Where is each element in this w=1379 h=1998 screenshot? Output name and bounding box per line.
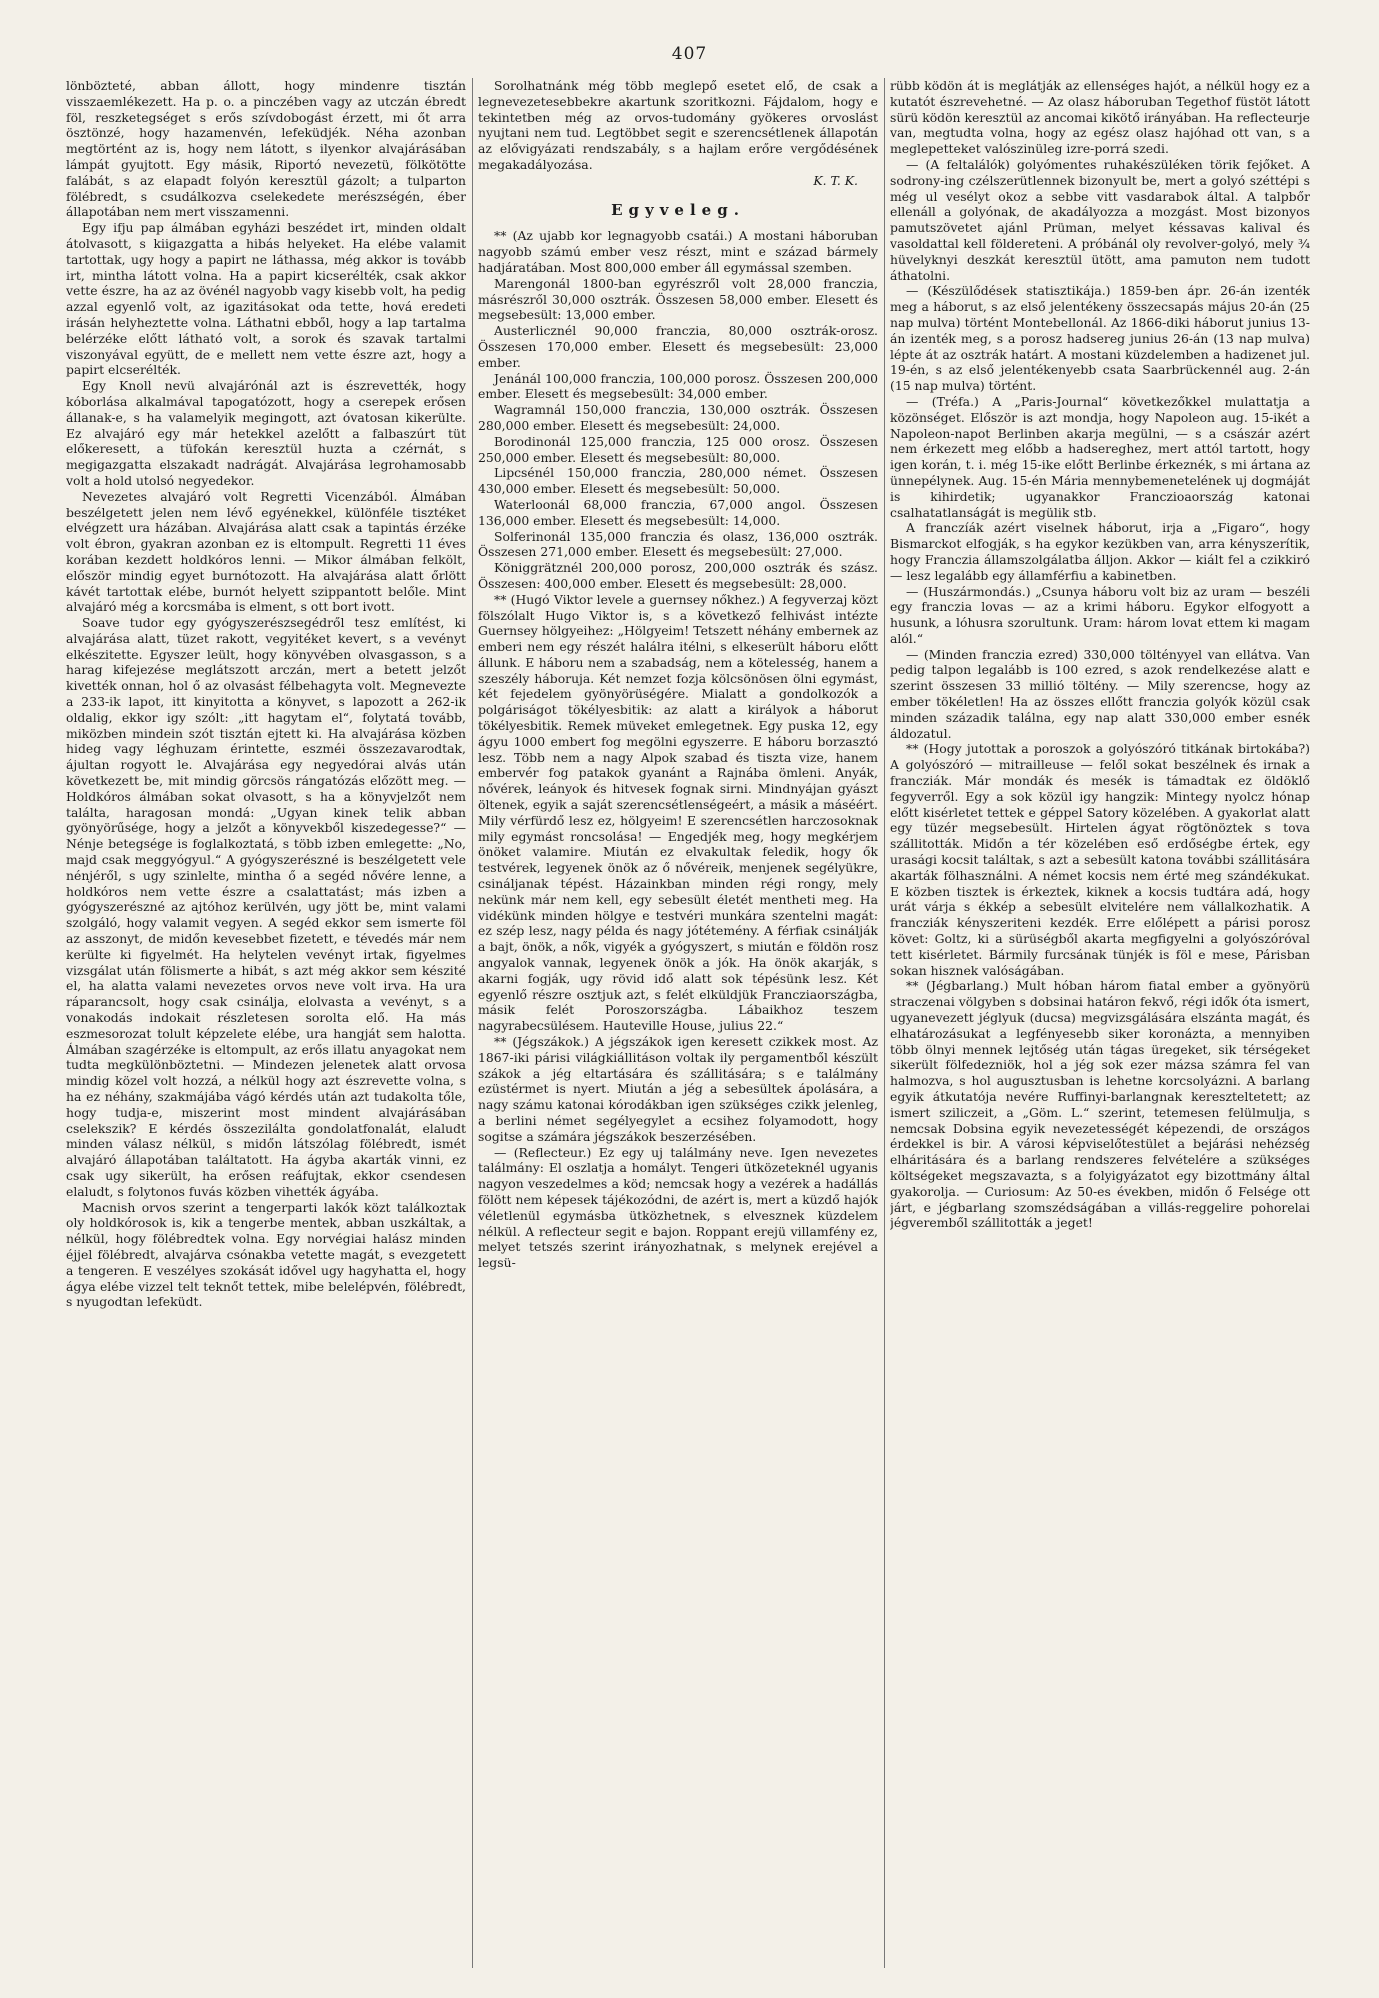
section-heading: Egyveleg. bbox=[611, 200, 745, 219]
article-paragraph: Austerlicznél 90,000 franczia, 80,000 osztrák-orosz. Összesen 170,000 ember. Elesett és megsebesült: 23,000 ember. bbox=[478, 323, 878, 370]
article-paragraph: — (A feltalálók) golyómentes ruhakészüléken törik fejőket. A sodrony-ing czélszerütlennek bizonyult be, mert a golyó széttépi s még ul vesélyt okoz a sebbe vitt vasdarabok által. A talpbőr ellenáll a golyónak, de akadályozza a mozgást. Most bizonyos pamutszövetet ajánl Prüman, melyet késsavas kalival és vasoldattal kell földereteni. A próbánál oly revolver-golyó, mely ¾ hüvelyknyi deszkát keresztül ütött, ama pamuton nem tudott áthatolni. bbox=[890, 156, 1310, 283]
article-paragraph: ** (Hugó Viktor levele a guernsey nőkhez.) A fegyverzaj közt fölszólalt Hugo Viktor is, s a következő felhivást intézte Guernsey hölgyeihez: „Hölgyeim! Tetszett néhány embernek az emberi nem egy részét halálra itélni, s elkeserült háboru előtt állunk. E háboru nem a szabadság, nem a kötelesség, hanem a szeszély háboruja. Két nemzet fozja kölcsönösen ölni egymást, két fejedelem gyönyörüségére. Mialatt a gondolkozók a polgáriságot tökélyesbitik: az alatt a királyok a háborut tökélyesbitik. Remek müveket emlegetnek. Egy puska 12, egy ágyu 1000 embert fog megölni egyszerre. E háboru borzasztó lesz. Több nem a nagy Alpok szabad és tiszta vize, hanem embervér fog patakok gyanánt a Rajnába ömleni. Anyák, nővérek, leányok és hitvesek fognak sirni. Mindnyájan gyászt öltenek, egyik a saját szerencsétlenségeért, a másik a máséért. Mily vérfürdő lesz ez, hölgyeim! E szerencsétlen harczosoknak mily egymást roncsolása! — Engedjék meg, hogy megkérjem önöket valamire. Miután ez elvakultak feledik, hogy ők testvérek, legyenek önök az ő nővéreik, menjenek segélyükre, csináljanak tépést. Házainkban minden régi rongy, mely nekünk már nem kell, egy sebesült életét mentheti meg. Ha vidékünk minden hölgye e testvéri munkára szentelni magát: ez szép lesz, nagy példa és nagy jótétemény. A férfiak csinálják a bajt, önök, a nők, vigyék a gyógyszert, s miután e földön rosz angyalok vannak, legyenek önök a jók. Ha önök akarják, s akarni fogják, ugy rövid idő alatt sok tépésünk lesz. Két egyenlő részre osztjuk azt, s felét elküldjük Francziaországba, másik felét Poroszországba. Lábaikhoz teszem nagyrabecsülésem. Hauteville House, julius 22.“ bbox=[478, 591, 878, 1034]
article-paragraph: — (Reflecteur.) Ez egy uj találmány neve. Igen nevezetes találmány: El oszlatja a homályt. Tengeri ütközeteknél ugyanis nagyon veszedelmes a köd; nemcsak hogy a vezérek a hadállás fölött nem képesek tájékozódni, de azért is, mert a küzdő hajók véletlenül egymásba ütközhetnek, s elvesznek küzdelem nélkül. A reflecteur segit e bajon. Roppant erejü villamfény ez, melyet tetszés szerint irányozhatnak, s melynek erejével a legsü- bbox=[478, 1144, 878, 1271]
article-paragraph: — (Készülődések statisztikája.) 1859-ben ápr. 26-án izenték meg a háborut, s az első jelentékeny összecsapás május 20-án (25 nap mulva) történt Montebellonál. Az 1866-diki háborut junius 13-án izenték meg, s a porosz hadsereg junius 26-án (13 nap mulva) lépte át az osztrák határt. A mostani küzdelemben a hadizenet jul. 19-én, s az első jelentékenyebb csata Saarbrückennél aug. 2-án (15 nap mulva) történt. bbox=[890, 283, 1310, 394]
article-paragraph: lönbözteté, abban állott, hogy mindenre tisztán visszaemlékezett. Ha p. o. a pinczében vagy az utczán ébredt föl, reszketegséget s erős szívdobogást érzett, mi őt arra ösztönzé, hogy hazamenvén, lefeküdjék. Néha azonban megtörtént az is, hogy nem látott, s ilyenkor alvajárásában lámpát gyujtott. Egy másik, Riportó nevezetü, fölkötötte falábát, s az elapadt folyón keresztül gázolt; a tulparton fölébredt, s csudálkozva cselekedete merészségén, éber állapotában nem mert visszamenni. bbox=[66, 78, 466, 220]
article-paragraph: ** (Az ujabb kor legnagyobb csatái.) A mostani háboruban nagyobb számú ember vesz részt, mint e század bármely hadjáratában. Most 800,000 ember áll egymással szemben. bbox=[478, 228, 878, 275]
column-divider bbox=[472, 78, 473, 1968]
article-paragraph: A franczíák azért viselnek háborut, irja a „Figaro“, hogy Bismarckot elfogják, s ha egykor kezükben van, arra kényszerítik, hogy Franczia államszolgálatba álljon. Akkor — kiált fel a czikkiró — lesz legalább egy államférfiu a kabinetben. bbox=[890, 520, 1310, 583]
article-paragraph: ** (Hogy jutottak a poroszok a golyószóró titkának birtokába?) A golyószóró — mitrailleuse — felől sokat beszélnek és irnak a francziák. Már mondák és mesék is támadtak ez öldöklő fegyverről. Egy a sok közül igy hangzik: Mintegy nyolcz hónap előtt kisérletet tettek e géppel Satory közelében. A gyakorlat alatt egy tüzér megsebesült. Hirtelen ágyat rögtönöztek s tova szállitották. Midőn a tér közelében eső erdőségbe értek, egy urasági kocsit találtak, s azt a sebesült katona további szállitására akarták fölhasználni. A német kocsis nem érté meg szándékukat. E közben tisztek is érkeztek, kiknek a kocsis tudtára adá, hogy urát várja s ékkép a sebesült elvitelére nem vállalkozhatik. A francziák kényszeriteni kezdék. Erre előlépett a párisi porosz követ: Goltz, ki a sürüségből akarta megfigyelni a golyószóróval tett kisérletet. Bármily furcsának tünjék is föl e mese, Párisban sokan hisznek valóságában. bbox=[890, 741, 1310, 978]
article-paragraph: — (Minden franczia ezred) 330,000 töltényyel van ellátva. Van pedig talpon legalább is 100 ezred, s azok rendelkezése alatt e szerint összesen 33 millió töltény. — Mily szerencse, hogy az ember tökéletlen! Ha az összes ellőtt franczia golyók közül csak minden századik találna, egy nap alatt 330,000 ember esnék áldozatul. bbox=[890, 646, 1310, 741]
article-paragraph: — (Huszármondás.) „Csunya háboru volt biz az uram — beszéli egy franczia lovas — az a krimi háboru. Egykor elfogyott a husunk, a lóhusra szorultunk. Uram: három lovat ettem ki magam alól.“ bbox=[890, 583, 1310, 646]
article-paragraph: Egy Knoll nevü alvajárónál azt is észrevették, hogy kóborlása alkalmával tapogatózott, hogy a cserepek erősen állanak-e, s ha valamelyik megingott, azt óvatosan kikerülte. Ez alvajáró egy már hetekkel azelőtt a falbaszúrt tüt előkeresett, a tüfokán keresztül huzta a czérnát, s megigazgatta elszakadt nadrágát. Alvajárása legrohamosabb volt a hold utolsó negyedekor. bbox=[66, 378, 466, 488]
article-paragraph: Königgrätznél 200,000 porosz, 200,000 osztrák és szász. Összesen: 400,000 ember. Elesett és megsebesült: 28,000. bbox=[478, 560, 878, 591]
article-paragraph: Marengonál 1800-ban egyrészről volt 28,000 franczia, másrészről 30,000 osztrák. Összesen 58,000 ember. Elesett és megsebesült: 13,000 ember. bbox=[478, 275, 878, 323]
column-right bbox=[890, 78, 1310, 1978]
author-signature: K. T. K. bbox=[813, 172, 858, 188]
article-paragraph: rübb ködön át is meglátják az ellenséges hajót, a nélkül hogy ez a kutatót észrevehetné. — Az olasz háboruban Tegethof füstöt látott sürü ködön keresztül az ancomai kikötő irányában. Ha reflecteurje van, megtudta volna, hogy az egész olasz hajóhad ott van, s a meglepetteket valószinüleg izre-porrá szedi. bbox=[890, 78, 1310, 157]
article-paragraph: — (Tréfa.) A „Paris-Journal“ következőkkel mulattatja a közönséget. Először is azt mondja, hogy Napoleon aug. 15-ikét a Napoleon-napot Berlinben akarja megülni, — s a császár azért nem érkezett meg előbb a hadsereghez, mert attól tartott, hogy igen korán, t. i. még 15-ike előtt Berlinbe érkeznék, s mi ártana az ünnepélynek. Aug. 15-én Mária mennybemenetelének uj dogmáját is kihirdetik; ugyanakkor Franczioaország katonai csalhatatlanságát is megülik stb. bbox=[890, 393, 1310, 520]
article-paragraph: Wagramnál 150,000 franczia, 130,000 osztrák. Összesen 280,000 ember. Elesett és megsebesült: 24,000. bbox=[478, 402, 878, 433]
article-paragraph: Soave tudor egy gyógyszerészsegédről tesz említést, ki alvajárása alatt, tüzet rakott, vegyitéket kevert, s a vevényt elkészitette. Egyszer leült, hogy könyvében olvasgasson, s a harag kifejezése meglátszott arczán, mert a betett jelzőt kivették onnan, hol ő az olvasást félbehagyta volt. Megnevezte a 233-ik lapot, itt kinyitotta a könyvet, s lapozott a 262-ik oldalig, ekkor igy szólt: „itt hagytam el“, folytatá tovább, miközben mindein szót tisztán ejtett ki. Ha alvajárása közben hideg vagy léghuzam érintette, eszméi összezavarodtak, ájultan rogyott le. Alvajárása egy negyedórai alvás után következett be, mit mindig görcsös rángatózás előzött meg. — Holdkóros álmában sokat olvasott, s ha a könyvjelzőt nem találta, haragosan mondá: „Ugyan kinek telik abban gyönyörűsége, hogy a jelzőt a könyvekből kiszedegesse?“ — Nénje betegsége is foglalkoztatá, s több izben emlegette: „No, majd csak meggyógyul.“ A gyógyszerészné is beszélgetett vele nénjéről, s ugy szinlelte, mintha ő a segéd nővére lenne, a holdkóros nem vette észre a csalattatást; más izben a gyógyszerészné az ajtóhoz kerülvén, ugy jött be, mint valami szolgáló, hogy valamit vegyen. A segéd ekkor sem ismerte föl az asszonyt, de midőn kevesebbet fizetett, e tévedés már nem kerülte ki figyelmét. Ha helytelen vevényt irtak, figyelmes vizsgálat után fölismerte a hibát, s azt még akkor sem készité el, ha alatta valami nevezetes orvos neve volt irva. Ha ura ráparancsolt, hogy csak csinálja, elolvasta a vevényt, s a vonakodás indokait részletesen sorolta elő. Ha más eszmesorozat tolult képzelete elébe, ura hangját sem halotta. Álmában szagérzéke is eltompult, az erős illatu anyagokat nem tudta megkülönböztetni. — Mindezen jelenetek alatt orvosa mindig közel volt hozzá, a nélkül hogy azt észrevette volna, s ha ez néhány, szakmájába vágó kérdés után azt tudakolta tőle, hogy tudja-e, miszerint most mindent alvajárásában cselekszik? E kérdés összezilálta gondolatfonalát, elaludt minden válasz nélkül, s midőn látszólag fölébredt, ismét alvajáró állapotában találtatott. Ha ágyba akarták vinni, ez csak ugy sikerült, ha erősen reáfujtak, ekkor csendesen elaludt, s folytonos fuvás közben vihették ágyába. bbox=[66, 615, 466, 1199]
article-paragraph: Macnish orvos szerint a tengerparti lakók közt találkoztak oly holdkórosok is, kik a tengerbe mentek, abban uszkáltak, a nélkül, hogy fölébredtek volna. Egy norvégiai halász minden éjjel fölébredt, alvajárva csónakba vetette magát, s evezgetett a tengeren. E veszélyes szokását idővel ugy hagyhatta el, hogy ágya elébe vizzel telt teknőt tettek, mibe belelépvén, fölébredt, s nyugodtan lefeküdt. bbox=[66, 1199, 466, 1310]
column-middle bbox=[478, 78, 878, 1978]
column-divider bbox=[884, 78, 885, 1968]
column-left bbox=[66, 78, 466, 1978]
article-paragraph: ** (Jégszákok.) A jégszákok igen keresett czikkek most. Az 1867-iki párisi világkiállitáson voltak ily pergamentből készült szákok a jég eltartására és szállitására; s e találmány ezüstérmet is nyert. Miután a jég a sebesültek ápolására, a nagy számu katonai kórodákban igen szükséges czikk jelenleg, a berlini német segélyegylet a ecsihez folyamodott, hogy sogitse a számára jégszákok beszerzésében. bbox=[478, 1034, 878, 1144]
article-paragraph: Lipcsénél 150,000 franczia, 280,000 német. Összesen 430,000 ember. Elesett és megsebesült: 50,000. bbox=[478, 465, 878, 497]
page-number: 407 bbox=[671, 44, 708, 64]
article-paragraph: Sorolhatnánk még több meglepő esetet elő, de csak a legnevezetesebbekre akartunk szoritkozni. Fájdalom, hogy e tekintetben még az orvos-tudomány gyökeres orvoslást nyujtani nem tud. Legtöbbet segit e szerencsétlenek állapotán az elővigyázati rendszabály, s a hajlam erőre vergődésének megakadályozása. bbox=[478, 78, 878, 172]
article-paragraph: Nevezetes alvajáró volt Regretti Vicenzából. Álmában beszélgetett jelen nem lévő egyénekkel, különféle tisztéket elvégzett ura házában. Alvajárása alatt csak a tapintás érzéke volt ébron, gyakran azonban ez is eltompult. Regretti 11 éves korában kezdett holdkóros lenni. — Mikor álmában felkölt, először mindig egyet burnótozott. Ha alvajárása alatt őrlött kávét tartottak elébe, burnót helyett szippantott belőle. Mint alvajáró még a korcsmába is elment, s ott bort ivott. bbox=[66, 488, 466, 615]
article-paragraph: Jenánál 100,000 franczia, 100,000 porosz. Összesen 200,000 ember. Elesett és megsebesült: 34,000 ember. bbox=[478, 370, 878, 402]
article-paragraph: Waterloonál 68,000 franczia, 67,000 angol. Összesen 136,000 ember. Elesett és megsebesült: 14,000. bbox=[478, 496, 878, 528]
article-paragraph: Borodinonál 125,000 franczia, 125 000 orosz. Összesen 250,000 ember. Elesett és megsebesült: 80,000. bbox=[478, 433, 878, 465]
article-paragraph: Egy ifju pap álmában egyházi beszédet irt, minden oldalt átolvasott, s kiigazgatta a hibás helyeket. Ha elébe valamit tartottak, ugy hogy a papirt ne láthassa, még akkor is tovább irt, mintha látott volna. Ha a papirt kicserélték, csak akkor vette észre, ha az az övénél nagyobb vagy kisebb volt, ha pedig azzal egyenlő volt, az igazitásokat oda tette, hová eredeti irásán helyheztette volna. Láthatni ebből, hogy a lap tartalma belérzéke előtt látható volt, a sorok és szavak tartalmi viszonyával együtt, de e mellett nem vette észre azt, hogy a papirt elcserélték. bbox=[66, 220, 466, 378]
article-paragraph: ** (Jégbarlang.) Mult hóban három fiatal ember a gyönyörü straczenai völgyben s dobsinai határon fekvő, régi idők óta ismert, ugyanevezett jéglyuk (ducsa) megvizsgálására elszánta magát, és elhatározásukat a legfényesebb siker koronázta, a mennyiben több ölnyi mennek lejtőség után tágas üregeket, sik térségeket sikerült fölfedezniök, hol a jég sok ezer mázsa számra fel van halmozva, s hol augusztusban is lehetne korcsolyázni. A barlang egyik átkutatója nevére Ruffinyi-barlangnak kereszteltetett; az ismert sziliczeit, a „Göm. L.“ szerint, tetemesen felülmulja, s nemcsak Dobsina egyik nevezetességét képezendi, de országos érdekkel is bir. A városi képviselőtestület a bejárási nehézség elháritására és a barlang rendszeres felvételére a szükséges költségeket megszavazta, s a folyigyázatot egy bizottmány által gyakorolja. — Curiosum: Az 50-es években, midőn ő Felsége ott járt, e jégbarlang szomszédságában a villás-reggelire pohorelai jégveremből szállitották a jeget! bbox=[890, 978, 1310, 1231]
article-paragraph: Solferinonál 135,000 franczia és olasz, 136,000 osztrák. Összesen 271,000 ember. Elesett és megsebesült: 27,000. bbox=[478, 528, 878, 560]
